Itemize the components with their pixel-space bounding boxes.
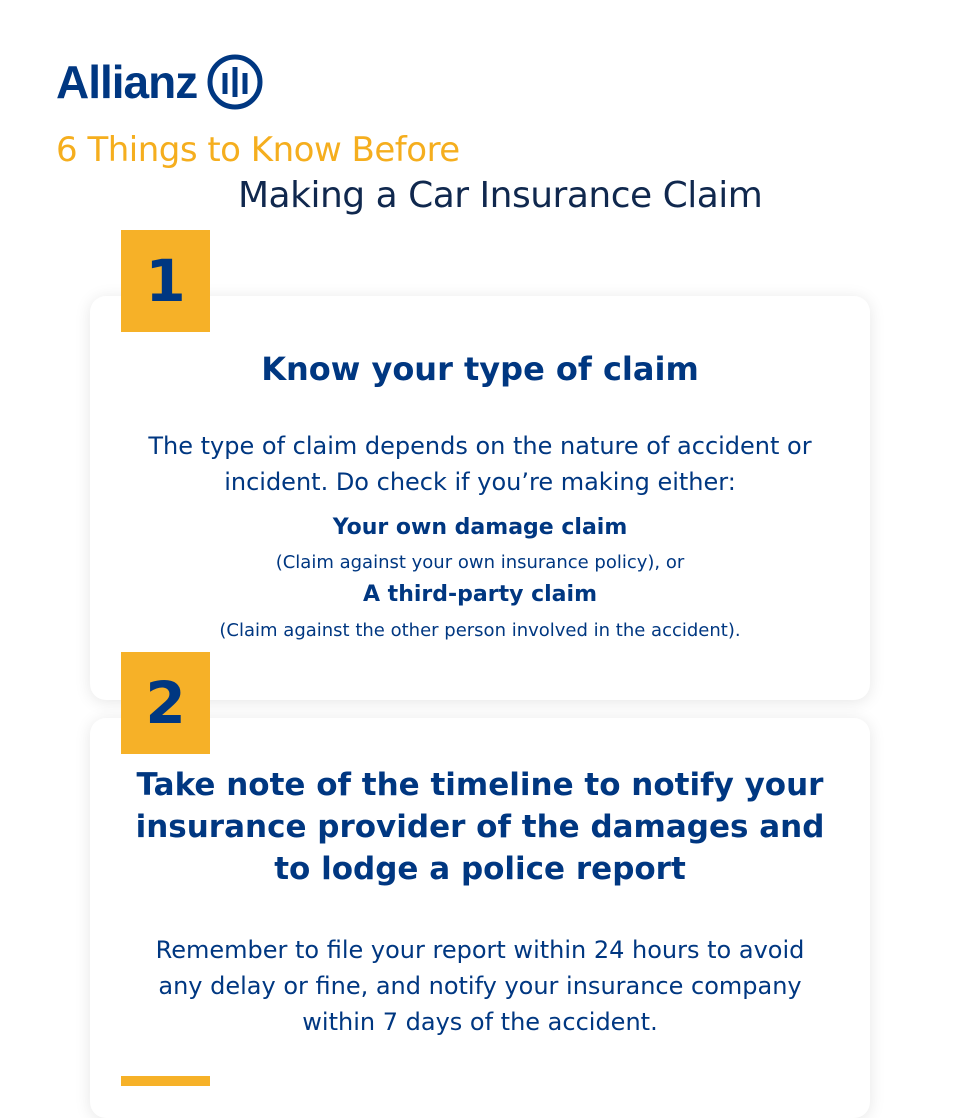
section-body: Remember to file your report within 24 hours to avoid any delay or fine, and notify your insurance company within 7 days of the accident. — [155, 936, 805, 1036]
allianz-eagle-icon — [207, 54, 263, 110]
section-body: The type of claim depends on the nature of accident or incident. Do check if you’re making either: — [148, 432, 812, 496]
section-number-badge: 2 — [121, 652, 210, 754]
headline-line-2: Making a Car Insurance Claim — [238, 175, 763, 216]
claim-type-label: Your own damage claim — [332, 515, 628, 540]
claim-type-note: (Claim against your own insurance policy), or — [275, 552, 685, 573]
section-title: Know your type of claim — [261, 350, 699, 388]
allianz-logo — [56, 52, 263, 112]
section-card — [90, 296, 870, 700]
headline-line-1: 6 Things to Know Before — [56, 130, 460, 170]
brand-name: Allianz — [56, 56, 198, 108]
section-title: Take note of the timeline to notify your insurance provider of the damages and to lodge a police report — [135, 767, 825, 887]
claim-type-note: (Claim against the other person involved in the accident). — [219, 620, 741, 641]
claim-type-label: A third-party claim — [363, 582, 597, 607]
section-card — [90, 718, 870, 1118]
section-number-badge-partial — [121, 1076, 210, 1086]
section-number-badge: 1 — [121, 230, 210, 332]
